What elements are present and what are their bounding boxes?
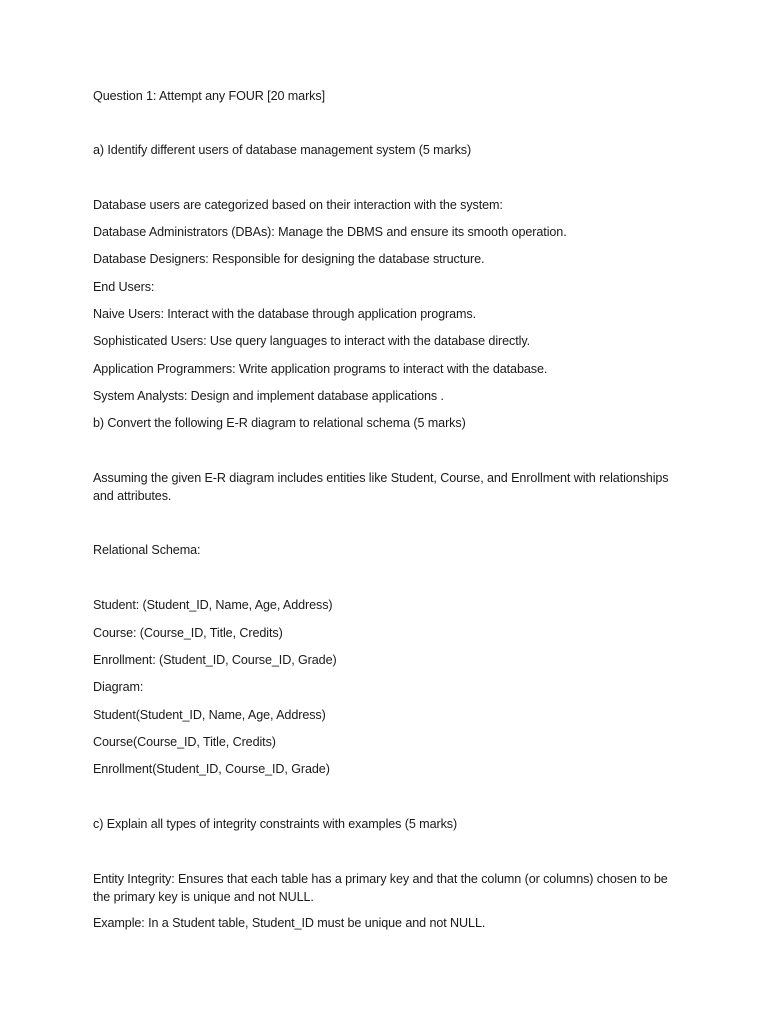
schema-line: Student(Student_ID, Name, Age, Address) xyxy=(93,708,326,722)
schema-line: Student: (Student_ID, Name, Age, Address) xyxy=(93,598,333,612)
question-heading: Question 1: Attempt any FOUR [20 marks] xyxy=(93,89,325,103)
paragraph-line: Database Designers: Responsible for designing the database structure. xyxy=(93,252,485,266)
subquestion-c-heading: c) Explain all types of integrity constraints with examples (5 marks) xyxy=(93,817,458,831)
paragraph-line: Sophisticated Users: Use query languages to interact with the database directly. xyxy=(93,334,530,348)
schema-line: Enrollment(Student_ID, Course_ID, Grade) xyxy=(93,762,330,776)
paragraph-line: System Analysts: Design and implement database applications . xyxy=(93,389,444,403)
paragraph-line: Database Administrators (DBAs): Manage the DBMS and ensure its smooth operation. xyxy=(93,225,567,239)
schema-line: Course: (Course_ID, Title, Credits) xyxy=(93,626,283,640)
paragraph-line: Example: In a Student table, Student_ID must be unique and not NULL. xyxy=(93,916,486,930)
paragraph-wrapped: Entity Integrity: Ensures that each table has a primary key and that the column (or columns) chosen to be the primary key is unique and not NULL. xyxy=(93,872,668,904)
paragraph-line: Naive Users: Interact with the database through application programs. xyxy=(93,307,477,321)
paragraph-line: End Users: xyxy=(93,280,155,294)
schema-line: Course(Course_ID, Title, Credits) xyxy=(93,735,276,749)
paragraph-wrapped: Assuming the given E-R diagram includes entities like Student, Course, and Enrollment with relationships and attributes. xyxy=(93,471,669,503)
paragraph-line: Relational Schema: xyxy=(93,543,201,557)
paragraph-line: Database users are categorized based on their interaction with the system: xyxy=(93,198,503,212)
subquestion-a-heading: a) Identify different users of database management system (5 marks) xyxy=(93,143,472,157)
subquestion-b-heading: b) Convert the following E-R diagram to relational schema (5 marks) xyxy=(93,416,466,430)
paragraph-line: Application Programmers: Write application programs to interact with the database. xyxy=(93,362,548,376)
schema-line: Enrollment: (Student_ID, Course_ID, Grade) xyxy=(93,653,337,667)
paragraph-line: Diagram: xyxy=(93,680,144,694)
